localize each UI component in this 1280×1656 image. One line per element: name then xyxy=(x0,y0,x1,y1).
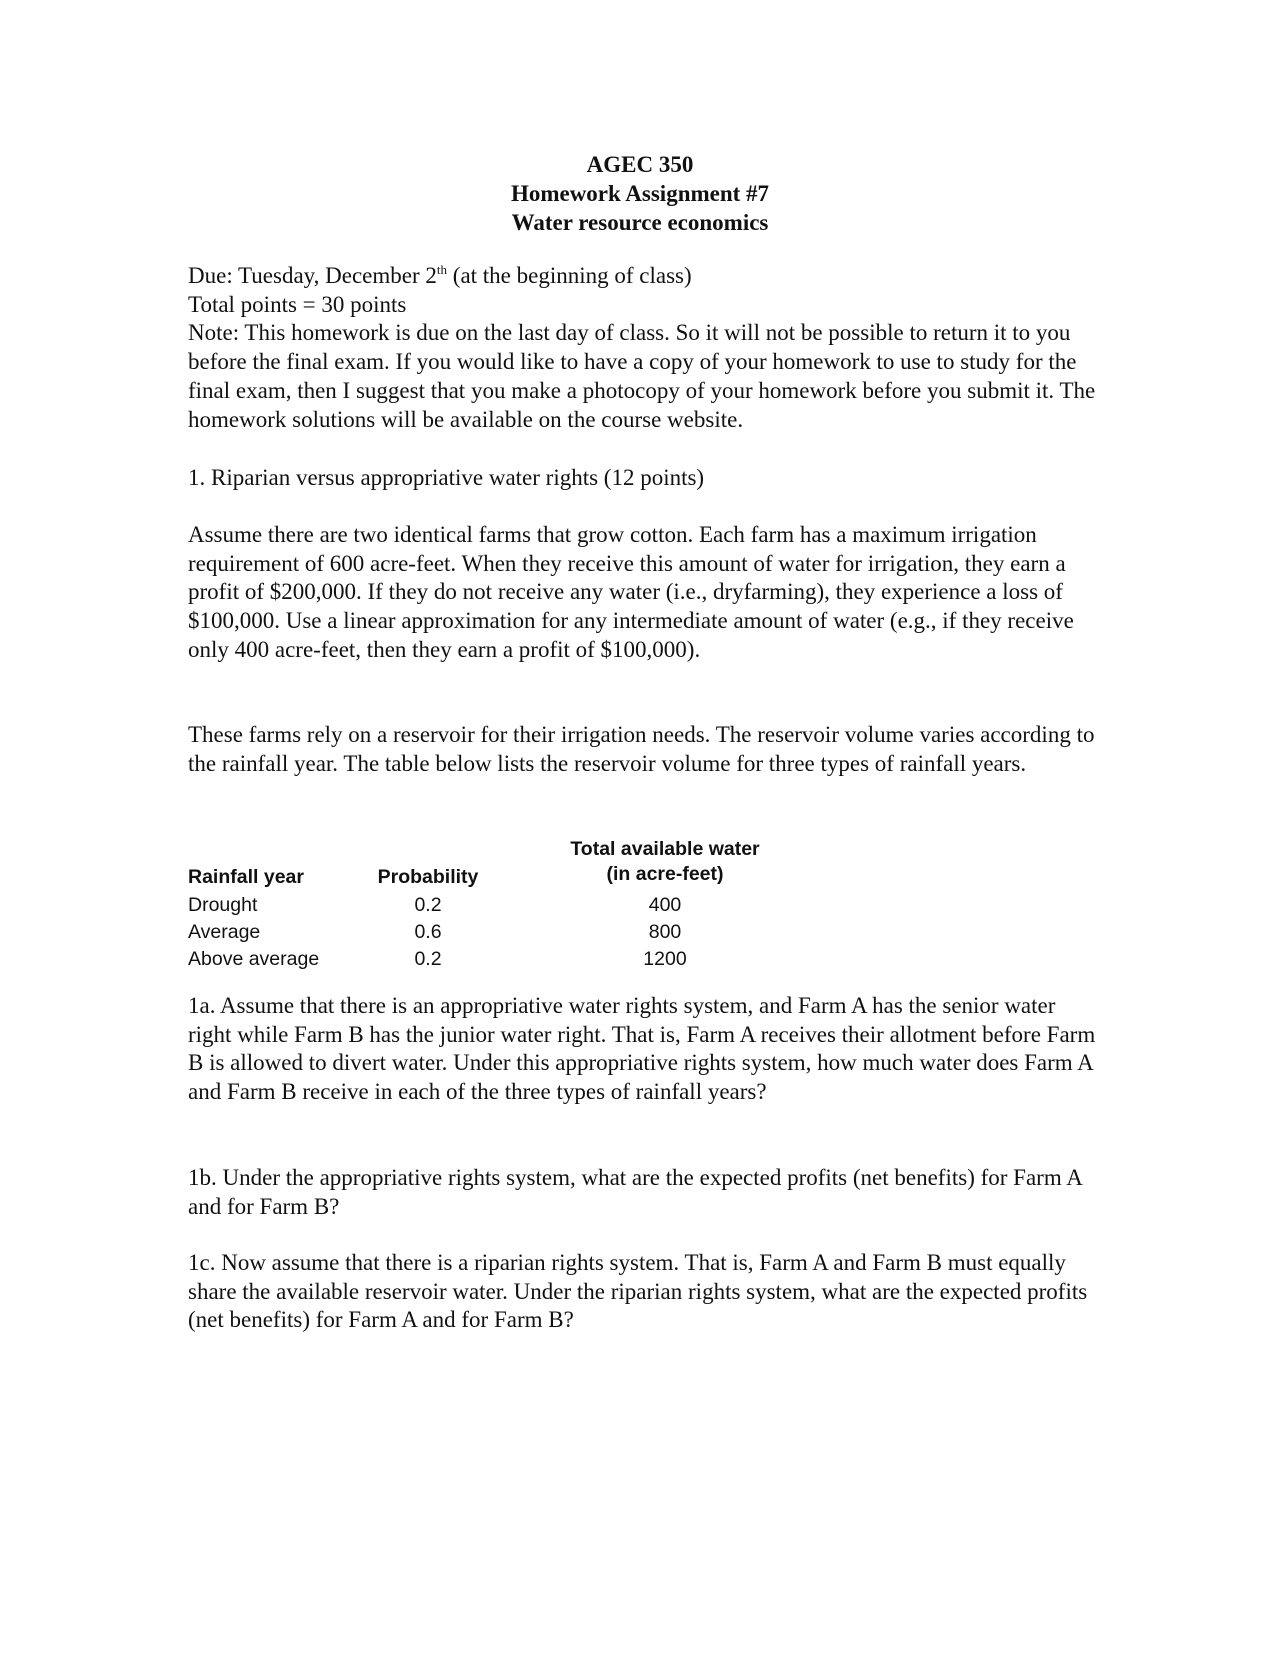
row-above-average-water: 1200 xyxy=(643,948,687,970)
header-water-line-1: Total available water xyxy=(570,838,760,860)
question-1b: 1b. Under the appropriative rights system, what are the expected profits (net benefits) for Farm A and for Farm B? xyxy=(188,1165,1082,1219)
row-average-probability: 0.6 xyxy=(414,921,442,943)
assignment-title: Homework Assignment #7 xyxy=(510,181,770,206)
row-above-average-probability: 0.2 xyxy=(414,948,442,970)
due-date-prefix: Due: Tuesday, December 2 xyxy=(188,263,437,288)
homework-note: Note: This homework is due on the last day of class. So it will not be possible to return it to you before the final exam. If you would like to have a copy of your homework to use to study for the final exam, then I suggest that you make a photocopy of your homework before you submit it. The homework solutions will be available on the course website. xyxy=(188,320,1096,432)
due-date-suffix: (at the beginning of class) xyxy=(447,263,692,288)
due-date xyxy=(188,262,1098,291)
header-water-line-2: (in acre-feet) xyxy=(606,863,724,885)
assignment-info xyxy=(188,262,1098,434)
total-points: Total points = 30 points xyxy=(188,291,407,317)
row-above-average-year: Above average xyxy=(188,948,320,970)
document-header xyxy=(0,150,1280,237)
header-rainfall-year: Rainfall year xyxy=(188,866,304,888)
due-date-suffix-sup: th xyxy=(436,262,448,277)
topic-title: Water resource economics xyxy=(511,210,769,235)
question-1-title: 1. Riparian versus appropriative water rights (12 points) xyxy=(188,465,705,490)
header-probability: Probability xyxy=(377,866,479,888)
course-title: AGEC 350 xyxy=(586,152,694,177)
question-1-paragraph-1: Assume there are two identical farms that grow cotton. Each farm has a maximum irrigation requirement of 600 acre-feet. When they receive this amount of water for irrigation, they earn a profit of $200,000. If they do not receive any water (i.e., dryfarming), they experience a loss of $100,000. Use a linear approximation for any intermediate amount of water (e.g., if they receive only 400 acre-feet, then they earn a profit of $100,000). xyxy=(188,522,1074,662)
row-average-year: Average xyxy=(188,921,261,943)
question-1-paragraph-2: These farms rely on a reservoir for their irrigation needs. The reservoir volume varies according to the rainfall year. The table below lists the reservoir volume for three types of rainfall years. xyxy=(188,722,1095,776)
row-drought-probability: 0.2 xyxy=(414,894,442,916)
question-1c: 1c. Now assume that there is a riparian rights system. That is, Farm A and Farm B must equally share the available reservoir water. Under the riparian rights system, what are the expected profits (net benefits) for Farm A and for Farm B? xyxy=(188,1250,1088,1333)
question-1a: 1a. Assume that there is an appropriative water rights system, and Farm A has the senior water right while Farm B has the junior water right. That is, Farm A receives their allotment before Farm B is allowed to divert water. Under this appropriative rights system, how much water does Farm A and Farm B receive in each of the three types of rainfall years? xyxy=(188,993,1096,1105)
row-drought-water: 400 xyxy=(648,894,682,916)
row-average-water: 800 xyxy=(648,921,682,943)
row-drought-year: Drought xyxy=(188,894,258,916)
